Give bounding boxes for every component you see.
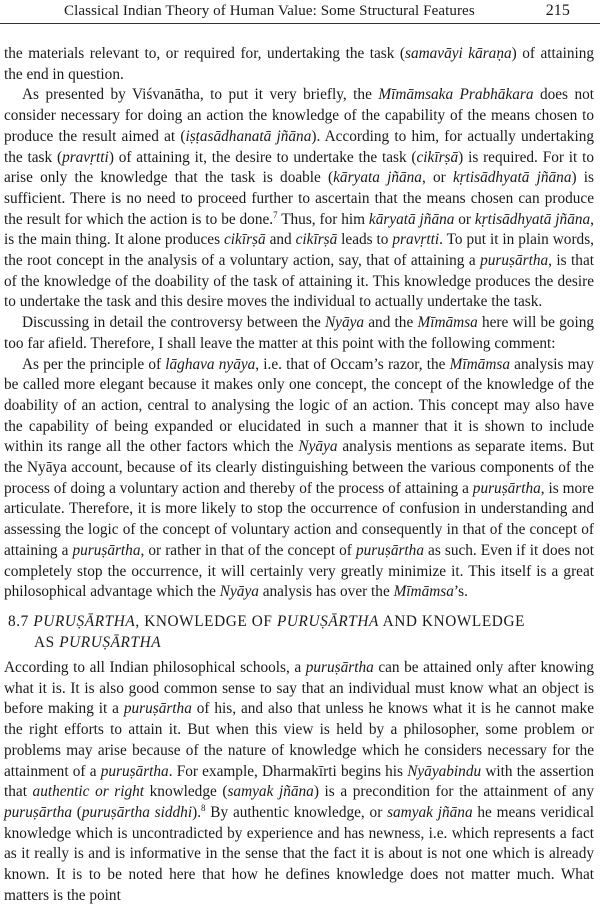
text-run: Thus, for him [277, 210, 369, 228]
italic-term: cikīrṣā [416, 148, 459, 166]
text-run: the materials relevant to, or required for, undertaking the task ( [4, 45, 406, 62]
text-run: . For example, Dharmakīrti begins his [168, 762, 408, 780]
text-run: of his, and also that unless he knows what it is he cannot make the right efforts to attain it. But when this view is held by a philosopher, some problem or problems may arise because of the nature of knowledge which he considers necessary for the attainment of a [4, 700, 594, 780]
italic-term: pravṛtti [392, 231, 440, 249]
text-run: analysis mentions as separate items. But the Nyāya account, because of its clearly distinguishing between the various components of the process of doing a voluntary action and thereby of the process of attaining a [4, 438, 594, 497]
text-run: ) of attaining the end in question. [4, 45, 595, 83]
section-heading [8, 612, 568, 653]
text-run: , is the main thing. It alone produces [4, 210, 594, 249]
header-rule [0, 23, 600, 24]
italic-term: iṣṭasādhanatā jñāna [185, 127, 312, 145]
text-run: , is more articulate. Therefore, it is more likely to stop the occurrence of confusion in understanding and assessing the logic of the concept of voluntary action and consequently in that of the concept of attaining a [4, 479, 595, 559]
paragraph [4, 85, 594, 313]
text-run: , i.e. that of Occam’s razor, the [255, 355, 450, 373]
text-run: and [265, 231, 296, 249]
text-run: here will be going too far afield. Therefore, I shall leave the matter at this point with the following comment: [4, 314, 594, 352]
italic-term: Nyāya [219, 583, 259, 601]
italic-term: PURUṢĀRTHA [276, 613, 379, 630]
italic-term: puruṣārtha [355, 541, 424, 559]
italic-term: kṛtisādhyatā jñāna [474, 210, 591, 228]
italic-term: puruṣārtha siddhi [81, 803, 193, 821]
italic-term: puruṣārtha [72, 541, 141, 559]
text-run: knowledge ( [144, 783, 228, 801]
italic-term: kāryata jñāna [333, 169, 422, 187]
text-run: ). [192, 803, 202, 821]
body-text-bottom [4, 658, 594, 906]
italic-term: cikīrṣā [224, 231, 266, 249]
italic-term: Mīmāmsa [417, 314, 478, 332]
text-run: he means veridical knowledge which is uncontradicted by experience and has newness, i.e. which represents a fact as it really is and is informative in the sense that the fact it is about is not one which is already known. It is to be noted here that how he defines knowledge does not matter much. What matters is the point [4, 803, 594, 904]
text-run: , KNOWLEDGE OF [135, 613, 277, 630]
footnote-ref: 7 [273, 209, 278, 220]
page-number: 215 [545, 2, 570, 19]
italic-term: puruṣārtha [100, 762, 169, 780]
running-head-title: Classical Indian Theory of Human Value: Some Structural Features [64, 3, 475, 19]
text-run: with the assertion that [4, 762, 594, 801]
text-run: and the [364, 314, 418, 332]
paragraph [4, 658, 594, 906]
footnote-ref: 8 [201, 802, 206, 813]
text-run: According to all Indian philosophical schools, a [4, 659, 306, 676]
text-run: leads to [337, 231, 393, 249]
italic-term: Nyāya [324, 314, 365, 332]
text-run: ) is sufficient. There is no need to proceed further to ascertain that the means chosen can produce the result for which the action is to be done. [4, 169, 594, 228]
text-run: , is that of the knowledge of the doability of the task of attaining it. This knowledge produces the desire to undertake the task and this desire moves the individual to actually undertake the task. [4, 252, 594, 311]
paragraph [4, 44, 594, 85]
text-run: 8.7 [8, 613, 34, 630]
body-text-top [4, 44, 594, 603]
italic-term: authentic or right [32, 783, 145, 801]
italic-term: puruṣārtha [4, 803, 72, 821]
italic-term: samyak jñāna [227, 783, 314, 801]
italic-term: samyak jñāna [387, 803, 473, 821]
text-run: as such. Even if it does not completely stop the occurrence, it will certainly very greatly minimize it. This itself is a great philosophical advantage which the [4, 541, 594, 601]
italic-term: Mīmāmsa [449, 355, 510, 373]
text-run: or [454, 210, 475, 228]
text-run: ( [72, 803, 82, 821]
text-run: ) is a precondition for the attainment of any [313, 783, 594, 801]
text-run: , or rather in that of the concept of [140, 541, 356, 559]
italic-term: kāryatā jñāna [368, 210, 455, 228]
italic-term: puruṣārtha [472, 479, 541, 497]
italic-term: puruṣārtha [480, 252, 549, 270]
italic-term: kṛtisādhyatā jñāna [452, 169, 572, 187]
italic-term: pravṛtti [62, 148, 109, 166]
text-run: ). According to him, for actually undertaking the task ( [4, 127, 595, 166]
italic-term: lāghava nyāya [165, 355, 256, 373]
text-run: AND KNOWLEDGE [378, 613, 526, 630]
running-head [64, 1, 600, 23]
section-heading-line1 [8, 613, 525, 630]
section-heading-line2 [8, 633, 568, 654]
paragraph [4, 355, 594, 603]
italic-term: samavāyi kāraṇa [405, 45, 512, 62]
text-run: does not consider necessary for doing an action the knowledge of the capability of the means chosen to produce the result aimed at ( [4, 86, 594, 145]
paragraph [4, 313, 594, 354]
text-run: . To put it in plain words, the root concept in the analysis of a voluntary action, say, that of attaining a [4, 231, 594, 270]
text-run: ) is required. For it to arise only the knowledge that the task is doable ( [4, 148, 594, 187]
text-run: AS [34, 633, 60, 651]
text-run: By authentic knowledge, or [205, 803, 388, 821]
text-run: can be attained only after knowing what it is. It is also good common sense to say that an individual must know what an object is before making it a [4, 659, 594, 718]
italic-term: cikīrṣā [295, 231, 338, 249]
text-run: Discussing in detail the controversy between the [22, 314, 325, 332]
text-run: analysis may be called more elegant because it makes only one concept, the concept of the knowledge of the doability of an action, central to analysing the logic of an action. This concept may also have the capability of being expanded or elucidated in such a manner that it is shown to include within its range all the other factors which the [4, 355, 594, 456]
italic-term: puruṣārtha [305, 659, 374, 676]
text-run: ’s. [453, 583, 468, 601]
italic-term: Mīmāmsa [393, 583, 454, 601]
italic-term: Nyāyabindu [407, 762, 482, 780]
italic-term: Mīmāmsaka Prabhākara [378, 86, 534, 104]
text-run: ) of attaining it, the desire to undertake the task ( [108, 148, 417, 166]
italic-term: Nyāya [298, 438, 338, 456]
italic-term: PURUṢĀRTHA [59, 633, 162, 651]
text-run: analysis has over the [258, 583, 394, 601]
text-run: As per the principle of [22, 355, 166, 373]
text-run: , or [421, 169, 453, 187]
text-run: As presented by Viśvanātha, to put it very briefly, the [22, 86, 379, 104]
italic-term: PURUṢĀRTHA [33, 613, 136, 630]
italic-term: puruṣārtha [123, 700, 192, 718]
